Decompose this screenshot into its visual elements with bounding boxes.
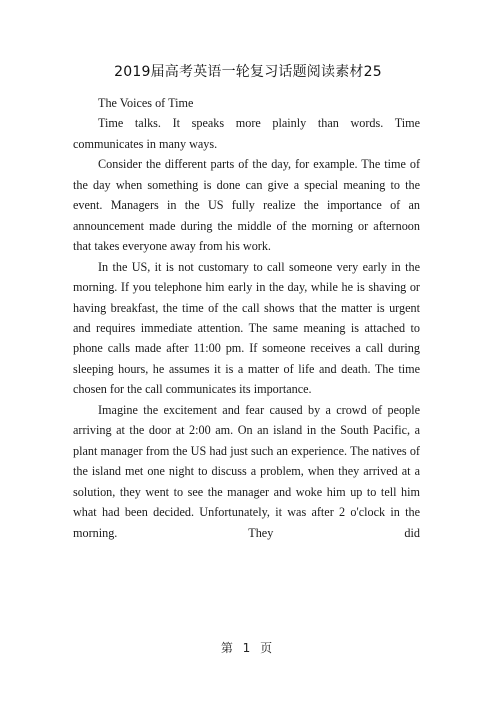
paragraph-3: In the US, it is not customary to call someone very early in the morning. If you telephone him early in the day, while he is shaving or having breakfast, the time of the call shows that the matter is urgent and requires immediate attention. The same meaning is attached to phone calls made after 11:00 pm. If someone receives a call during sleeping hours, he assumes it is a matter of life and death. The time chosen for the call communicates its importance. [73, 259, 420, 397]
paragraph-1: Time talks. It speaks more plainly than words. Time communicates in many ways. [73, 116, 420, 151]
paragraph-4: Imagine the excitement and fear caused by a crowd of people arriving at the door at 2:00 am. On an island in the South Pacific, a plant manager from the US had just such an experience. The natives of the island met one night to discuss a problem, when they arrived at a solution, they went to see the manager and woke him up to tell him what had been decided. Unfortunately, it was after 2 o'clock in the morning. They did [73, 402, 420, 540]
document-body [73, 93, 420, 543]
page-number: 第 1 页 [220, 641, 276, 655]
page-title: 2019届高考英语一轮复习话题阅读素材25 [114, 64, 382, 80]
article-subtitle: The Voices of Time [98, 96, 194, 110]
paragraph-2: Consider the different parts of the day, for example. The time of the day when something is done can give a special meaning to the event. Managers in the US fully realize the importance of an announcement made during the middle of the morning or afternoon that takes everyone away from his work. [73, 157, 420, 254]
